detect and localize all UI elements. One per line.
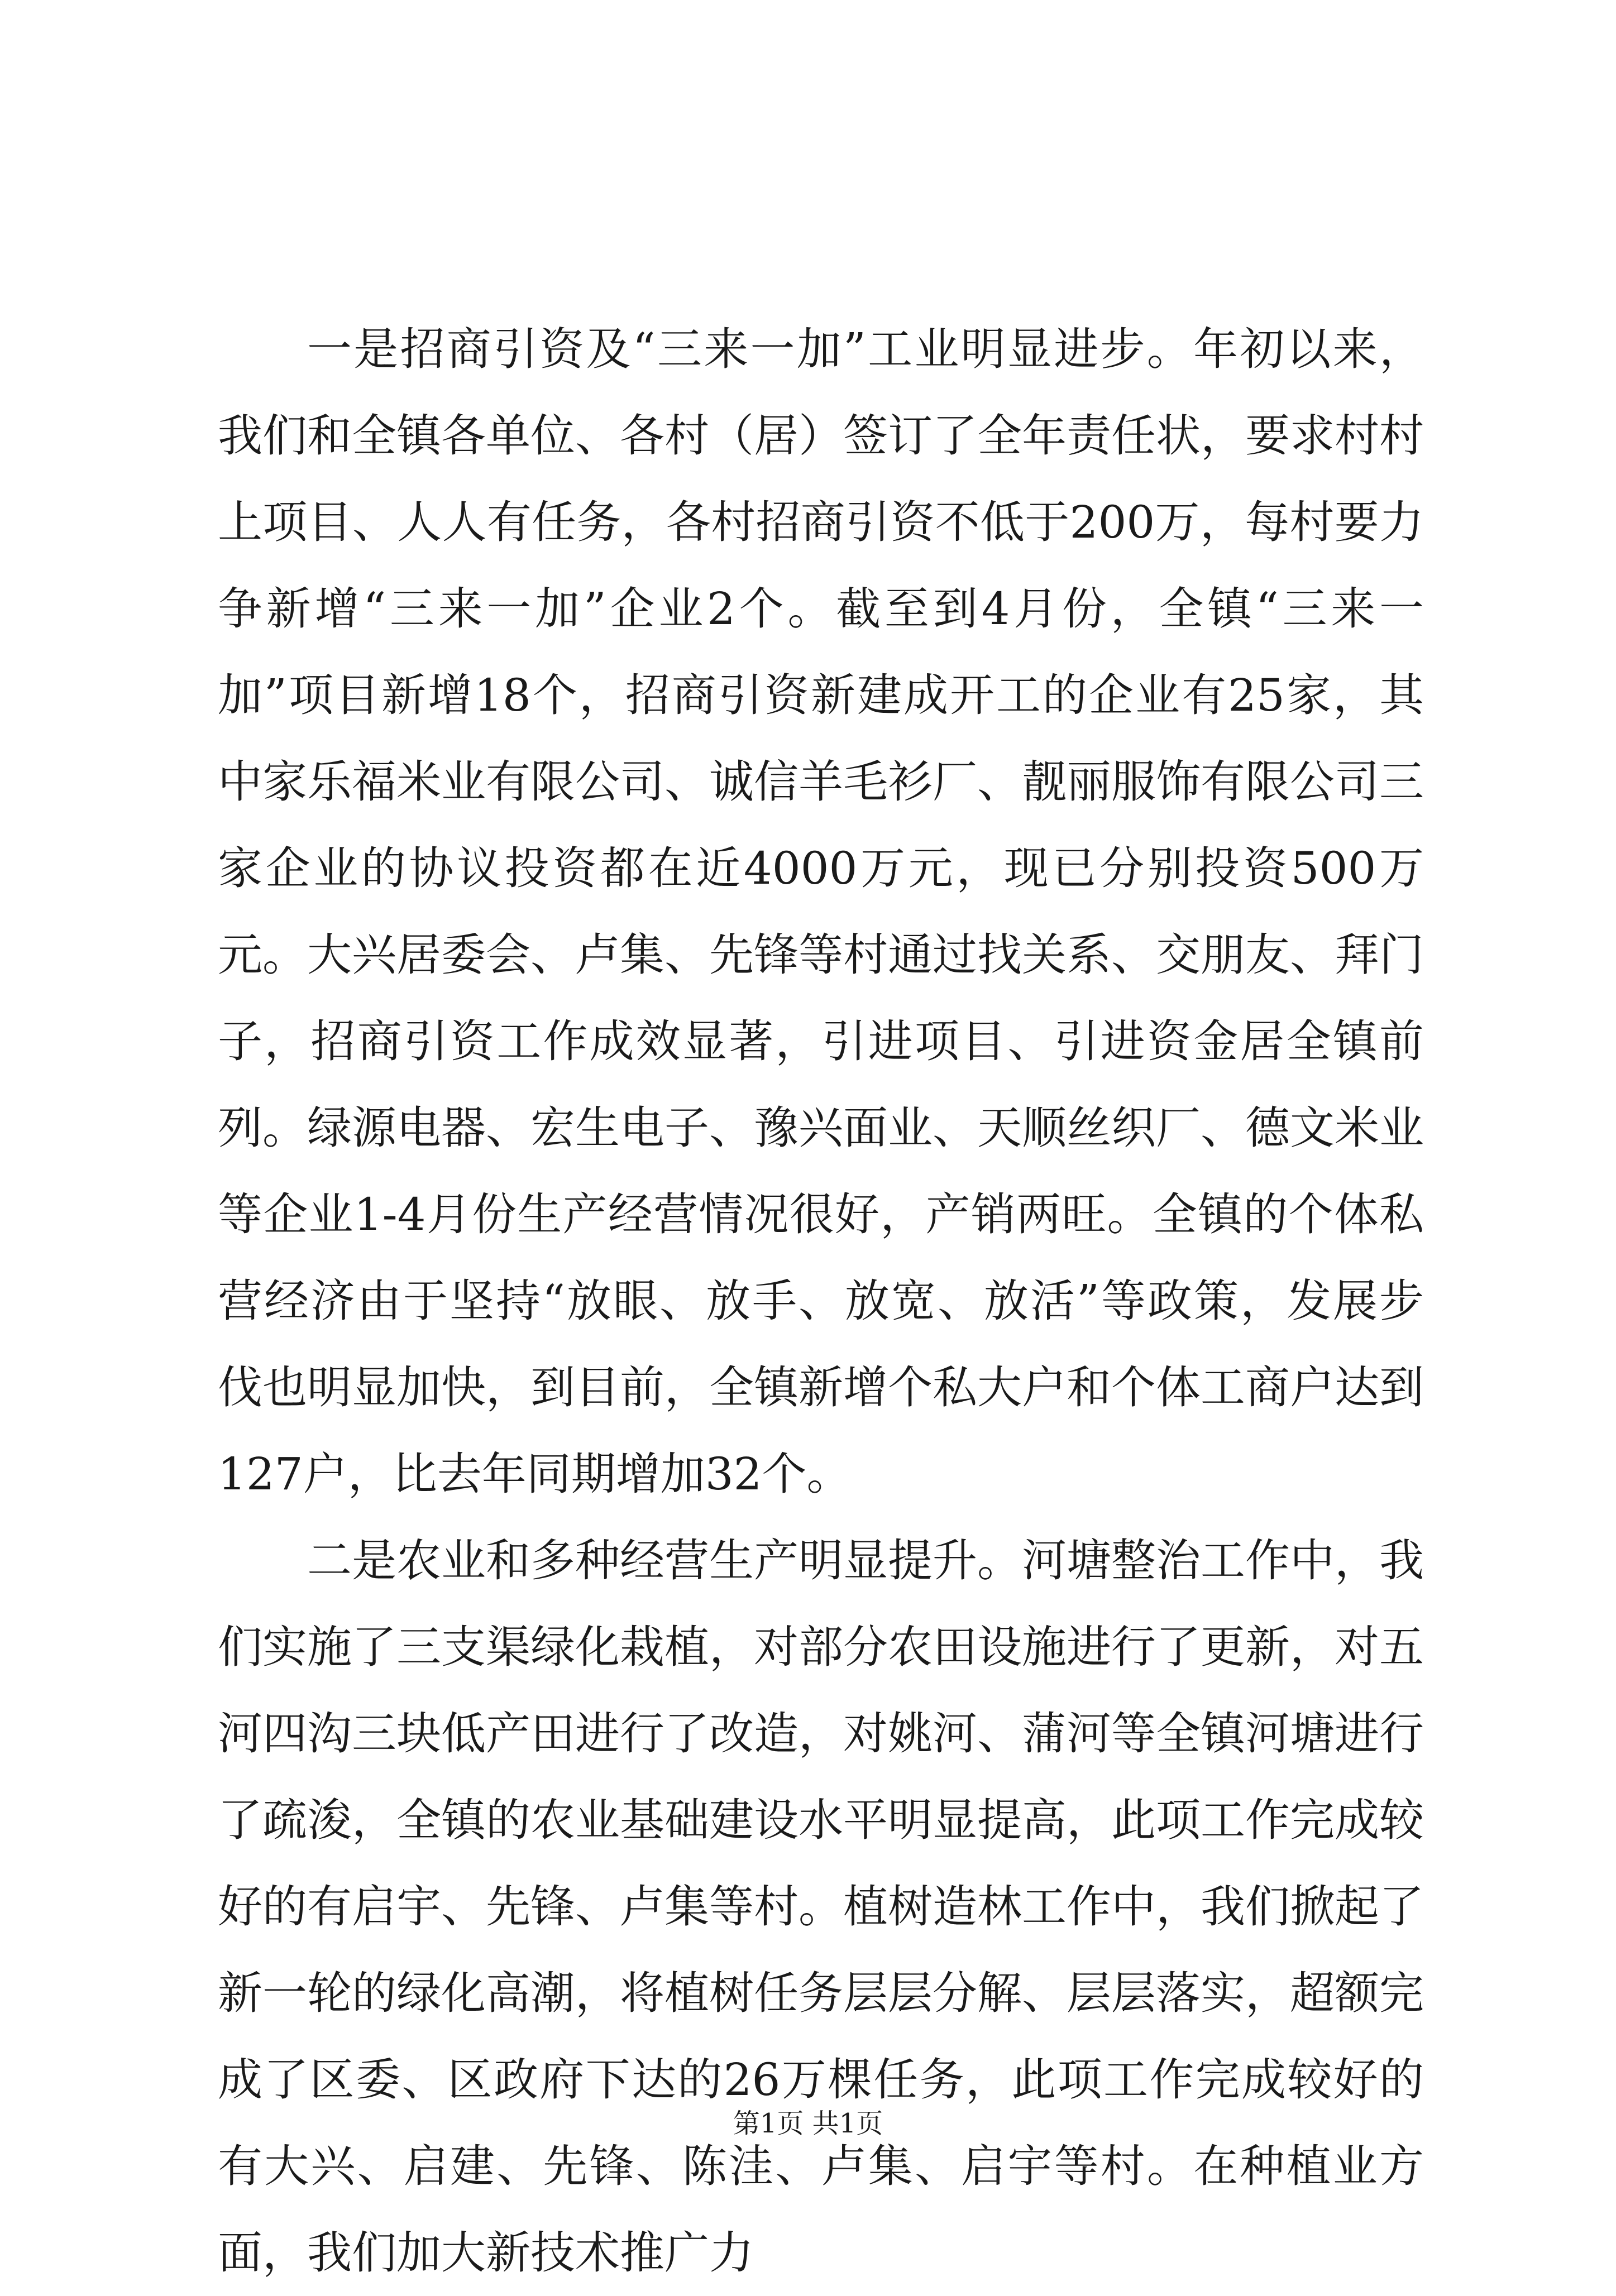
paragraph-2: 二是农业和多种经营生产明显提升。河塘整治工作中，我们实施了三支渠绿化栽植，对部分农田设施进行了更新，对五河四沟三块低产田进行了改造，对姚河、蒲河等全镇河塘进行了疏浚，全镇的农业基础建设水平明显提高，此项工作完成较好的有启宇、先锋、卢集等村。植树造林工作中，我们掀起了新一轮的绿化高潮，将植树任务层层分解、层层落实，超额完成了区委、区政府下达的26万棵任务，此项工作完成较好的有大兴、启建、先锋、陈洼、卢集、启宇等村。在种植业方面，我们加大新技术推广力 <box>218 1535 1424 2279</box>
page-footer: 第1页 共1页 <box>733 2108 883 2139</box>
paragraph-1: 一是招商引资及“三来一加”工业明显进步。年初以来，我们和全镇各单位、各村（居）签订了全年责任状，要求村村上项目、人人有任务，各村招商引资不低于200万，每村要力争新增“三来一加”企业2个。截至到4月份，全镇“三来一加”项目新增18个，招商引资新建成开工的企业有25家，其中家乐福米业有限公司、诚信羊毛衫厂、靓丽服饰有限公司三家企业的协议投资都在近4000万元，现已分别投资500万元。大兴居委会、卢集、先锋等村通过找关系、交朋友、拜门子，招商引资工作成效显著，引进项目、引进资金居全镇前列。绿源电器、宏生电子、豫兴面业、天顺丝织厂、德文米业等企业1-4月份生产经营情况很好，产销两旺。全镇的个体私营经济由于坚持“放眼、放手、放宽、放活”等政策，发展步伐也明显加快，到目前，全镇新增个私大户和个体工商户达到127户，比去年同期增加32个。 <box>218 323 1424 1500</box>
document-body <box>218 306 1424 2296</box>
